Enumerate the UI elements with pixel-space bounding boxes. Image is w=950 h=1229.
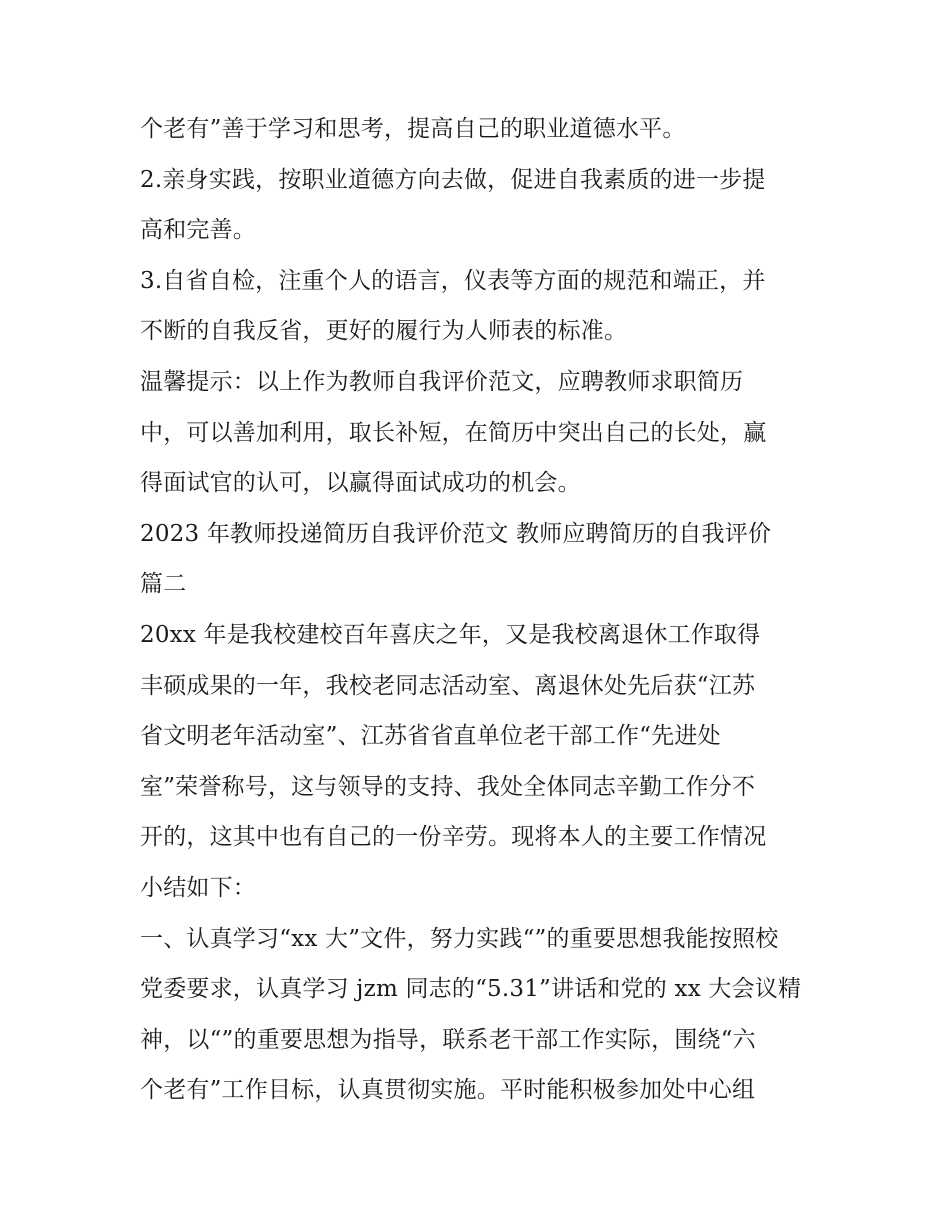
- text-line: 丰硕成果的一年，我校老同志活动室、离退休处先后获“江苏: [140, 672, 756, 699]
- text-line: 一、认真学习“xx 大”文件，努力实践“”的重要思想我能按照校: [140, 925, 779, 952]
- text-line: 2023 年教师投递简历自我评价范文 教师应聘简历的自我评价: [140, 520, 772, 547]
- text-line: 个老有”工作目标，认真贯彻实施。平时能积极参加处中心组: [140, 1077, 756, 1104]
- text-line: 温馨提示：以上作为教师自我评价范文，应聘教师求职简历: [140, 368, 744, 395]
- text-line: 得面试官的认可，以赢得面试成功的机会。: [140, 470, 581, 497]
- text-line: 中，可以善加利用，取长补短，在简历中突出自己的长处，赢: [140, 419, 767, 446]
- text-line: 神，以“”的重要思想为指导，联系老干部工作实际，围绕“六: [140, 1026, 756, 1053]
- text-line: 个老有”善于学习和思考，提高自己的职业道德水平。: [140, 116, 686, 142]
- text-line: 20xx 年是我校建校百年喜庆之年，又是我校离退休工作取得: [140, 621, 761, 648]
- text-line: 篇二: [140, 571, 187, 598]
- text-line: 开的，这其中也有自己的一份辛劳。现将本人的主要工作情况: [140, 824, 767, 851]
- text-line: 省文明老年活动室”、江苏省省直单位老干部工作“先进处: [140, 723, 721, 750]
- text-line: 党委要求，认真学习 jzm 同志的“5.31”讲话和党的 xx 大会议精: [140, 976, 802, 1003]
- text-line: 高和完善。: [140, 217, 256, 244]
- text-line: 3.自省自检，注重个人的语言，仪表等方面的规范和端正，并: [140, 267, 766, 294]
- text-line: 不断的自我反省，更好的履行为人师表的标准。: [140, 318, 628, 345]
- text-line: 小结如下：: [140, 874, 256, 901]
- text-line: 2.亲身实践，按职业道德方向去做，促进自我素质的进一步提: [140, 166, 766, 193]
- document-body: [140, 104, 820, 1116]
- text-line: 室”荣誉称号，这与领导的支持、我处全体同志辛勤工作分不: [140, 773, 756, 800]
